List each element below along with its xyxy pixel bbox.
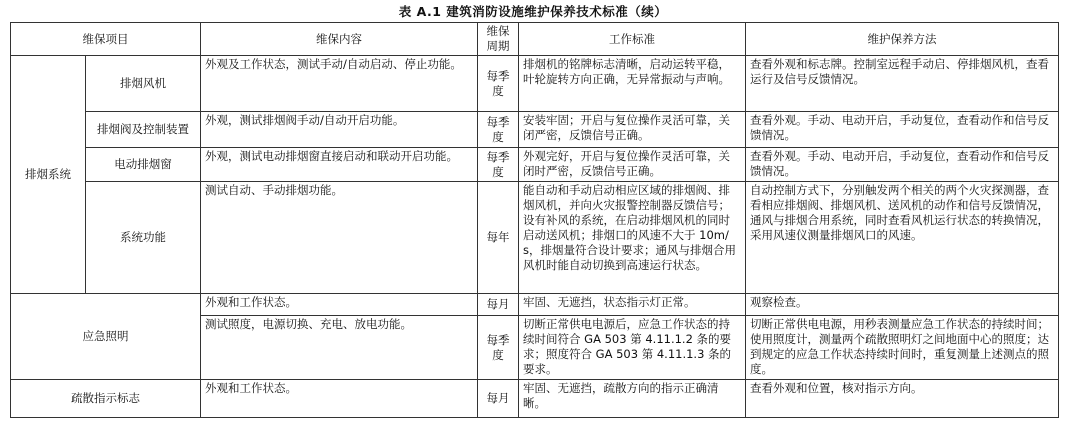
subitem-cell: 排烟阀及控制装置 [86,112,201,148]
standard-cell: 排烟机的铭牌标志清晰，启动运转平稳，叶轮旋转方向正确，无异常振动与声响。 [519,56,746,112]
header-cycle: 维保周期 [478,23,519,56]
header-standard: 工作标准 [519,23,746,56]
method-cell: 查看外观和位置，核对指示方向。 [746,380,1059,418]
table-row [11,294,1059,316]
table-row [11,56,1059,112]
method-cell: 查看外观。手动、电动开启，手动复位，查看动作和信号反馈情况。 [746,148,1059,182]
table-row [11,380,1059,418]
standard-cell: 牢固、无遮挡，疏散方向的指示正确清晰。 [519,380,746,418]
cycle-cell: 每月 [478,380,519,418]
method-cell: 自动控制方式下，分别触发两个相关的两个火灾探测器，查看相应排烟阀、排烟风机、送风机的动作和信号反馈情况，通风与排烟合用系统，同时查看风机运行状态的转换情况，采用风速仪测量排烟风口的风速。 [746,182,1059,294]
table-row [11,182,1059,294]
table-row [11,112,1059,148]
cycle-cell: 每季度 [478,316,519,380]
content-cell: 测试自动、手动排烟功能。 [201,182,478,294]
cycle-cell: 每季度 [478,112,519,148]
standard-cell: 能自动和手动启动相应区域的排烟阀、排烟风机，并向火灾报警控制器反馈信号；设有补风的系统，在启动排烟风机的同时启动送风机；排烟口的风速不大于 10m/s，排烟量符合设计要求；通风与排烟合用风机时能自动切换到高速运行状态。 [519,182,746,294]
maintenance-standard-table [10,22,1059,418]
header-item: 维保项目 [11,23,201,56]
category-emergency-lighting: 应急照明 [11,294,201,380]
method-cell: 查看外观和标志牌。控制室远程手动启、停排烟风机，查看运行及信号反馈情况。 [746,56,1059,112]
standard-cell: 切断正常供电电源后，应急工作状态的持续时间符合 GA 503 第 4.11.1.2 条的要求；照度符合 GA 503 第 4.11.1.3 条的要求。 [519,316,746,380]
method-cell: 观察检查。 [746,294,1059,316]
subitem-cell: 排烟风机 [86,56,201,112]
header-row [11,23,1059,56]
content-cell: 测试照度，电源切换、充电、放电功能。 [201,316,478,380]
standard-cell: 外观完好，开启与复位操作灵活可靠，关闭时严密，反馈信号正确。 [519,148,746,182]
cycle-cell: 每年 [478,182,519,294]
table-row [11,148,1059,182]
content-cell: 外观和工作状态。 [201,380,478,418]
cycle-cell: 每季度 [478,56,519,112]
header-content: 维保内容 [201,23,478,56]
content-cell: 外观，测试排烟阀手动/自动开启功能。 [201,112,478,148]
content-cell: 外观及工作状态，测试手动/自动启动、停止功能。 [201,56,478,112]
table-title: 表 A.1 建筑消防设施维护保养技术标准（续） [398,4,668,19]
subitem-cell: 系统功能 [86,182,201,294]
method-cell: 查看外观。手动、电动开启，手动复位，查看动作和信号反馈情况。 [746,112,1059,148]
header-method: 维护保养方法 [746,23,1059,56]
standard-cell: 安装牢固；开启与复位操作灵活可靠，关闭严密，反馈信号正确。 [519,112,746,148]
category-smoke-system: 排烟系统 [11,56,86,294]
cycle-cell: 每月 [478,294,519,316]
method-cell: 切断正常供电电源，用秒表测量应急工作状态的持续时间；使用照度计，测量两个疏散照明灯之间地面中心的照度；达到规定的应急工作状态持续时间时，重复测量上述测点的照度。 [746,316,1059,380]
subitem-cell: 电动排烟窗 [86,148,201,182]
cycle-cell: 每季度 [478,148,519,182]
content-cell: 外观和工作状态。 [201,294,478,316]
content-cell: 外观，测试电动排烟窗直接启动和联动开启功能。 [201,148,478,182]
standard-cell: 牢固、无遮挡，状态指示灯正常。 [519,294,746,316]
category-evacuation-sign: 疏散指示标志 [11,380,201,418]
